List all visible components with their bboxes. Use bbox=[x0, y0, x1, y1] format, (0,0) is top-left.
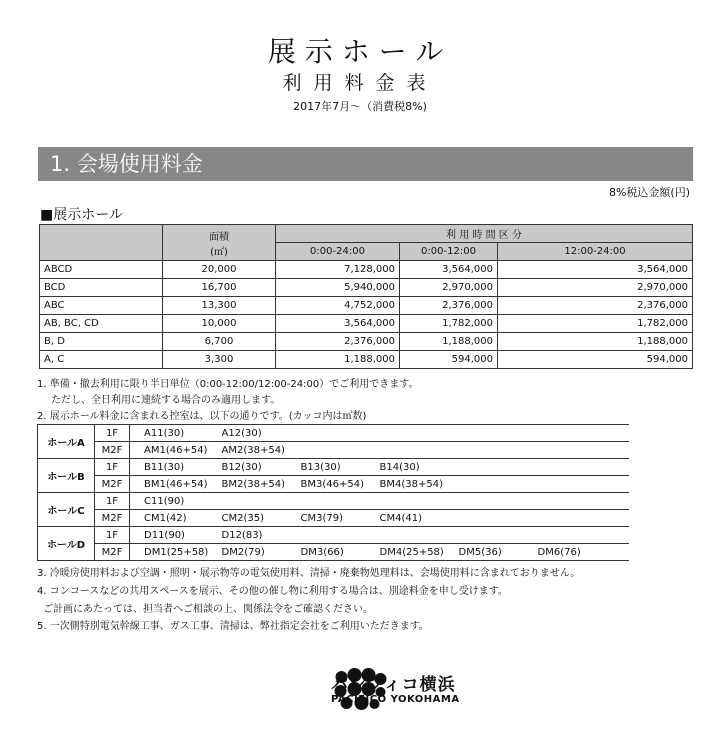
room-cell: DM1(25+58) bbox=[130, 544, 208, 561]
note-2: 2. 展示ホール料金に含まれる控室は、以下の通りです。(カッコ内は㎡数) bbox=[37, 411, 367, 422]
room-floor: 1F bbox=[95, 425, 130, 442]
room-cell bbox=[287, 493, 366, 510]
room-cell bbox=[366, 425, 445, 442]
room-hall-name: ホールB bbox=[38, 459, 95, 493]
room-cell bbox=[524, 459, 629, 476]
note-5: 5. 一次側特別電気幹線工事、ガス工事、清掃は、弊社指定会社をご利用いただきます。 bbox=[37, 621, 429, 632]
room-cell bbox=[445, 527, 524, 544]
fee-header-area bbox=[163, 225, 276, 261]
area-value: 16,700 bbox=[163, 279, 276, 297]
room-floor: 1F bbox=[95, 527, 130, 544]
area-value: 13,300 bbox=[163, 297, 276, 315]
table-row bbox=[38, 510, 629, 527]
note-4b: ご計画にあたっては、担当者へご相談の上、関係法令をご確認ください。 bbox=[43, 604, 373, 615]
room-floor: M2F bbox=[95, 442, 130, 459]
hall-label: ■展示ホール bbox=[40, 207, 123, 223]
table-row bbox=[40, 351, 693, 369]
hall-name: BCD bbox=[40, 279, 163, 297]
room-cell: DM2(79) bbox=[208, 544, 287, 561]
room-cell: BM2(38+54) bbox=[208, 476, 287, 493]
fee-full-day: 3,564,000 bbox=[276, 315, 400, 333]
room-cell bbox=[524, 476, 629, 493]
table-row bbox=[38, 425, 629, 442]
area-value: 6,700 bbox=[163, 333, 276, 351]
logo-name: パシフィコ横浜 bbox=[331, 675, 456, 695]
table-row bbox=[38, 459, 629, 476]
room-cell: BM3(46+54) bbox=[287, 476, 366, 493]
fee-morning: 1,782,000 bbox=[400, 315, 498, 333]
room-cell bbox=[445, 459, 524, 476]
room-cell bbox=[524, 425, 629, 442]
table-row bbox=[38, 476, 629, 493]
room-cell bbox=[366, 493, 445, 510]
fee-header-full-day: 0:00-24:00 bbox=[276, 243, 400, 261]
table-row bbox=[38, 442, 629, 459]
room-cell: CM1(42) bbox=[130, 510, 208, 527]
room-floor: M2F bbox=[95, 510, 130, 527]
room-cell: BM1(46+54) bbox=[130, 476, 208, 493]
area-value: 10,000 bbox=[163, 315, 276, 333]
room-cell: DM4(25+58) bbox=[366, 544, 445, 561]
hall-name: A, C bbox=[40, 351, 163, 369]
fee-full-day: 7,128,000 bbox=[276, 261, 400, 279]
room-hall-name: ホールD bbox=[38, 527, 95, 561]
note-4a: 4. コンコースなどの共用スペースを展示、その他の催し物に利用する場合は、別途料金を申し受けます。 bbox=[37, 586, 508, 597]
room-floor: M2F bbox=[95, 544, 130, 561]
room-cell bbox=[366, 527, 445, 544]
room-cell: DM6(76) bbox=[524, 544, 629, 561]
fee-morning: 1,188,000 bbox=[400, 333, 498, 351]
room-cell bbox=[208, 493, 287, 510]
fee-afternoon: 3,564,000 bbox=[498, 261, 693, 279]
room-cell bbox=[445, 425, 524, 442]
hall-name: B, D bbox=[40, 333, 163, 351]
fee-morning: 3,564,000 bbox=[400, 261, 498, 279]
room-cell bbox=[287, 527, 366, 544]
room-cell: CM2(35) bbox=[208, 510, 287, 527]
room-cell bbox=[287, 442, 366, 459]
fee-header-blank bbox=[40, 225, 163, 261]
room-cell: CM3(79) bbox=[287, 510, 366, 527]
room-cell bbox=[445, 476, 524, 493]
room-cell bbox=[524, 493, 629, 510]
room-cell bbox=[524, 442, 629, 459]
fee-header-morning: 0:00-12:00 bbox=[400, 243, 498, 261]
room-cell bbox=[445, 510, 524, 527]
tax-note: 8%税込金額(円) bbox=[608, 186, 690, 199]
fee-full-day: 1,188,000 bbox=[276, 351, 400, 369]
room-cell: CM4(41) bbox=[366, 510, 445, 527]
room-cell: A11(30) bbox=[130, 425, 208, 442]
fee-morning: 2,970,000 bbox=[400, 279, 498, 297]
hall-name: ABCD bbox=[40, 261, 163, 279]
note-1b: ただし、全日利用に連続する場合のみ適用します。 bbox=[51, 395, 281, 406]
page-title: 展示ホール bbox=[267, 35, 453, 68]
fee-afternoon: 2,970,000 bbox=[498, 279, 693, 297]
room-cell bbox=[445, 493, 524, 510]
room-cell bbox=[524, 527, 629, 544]
room-cell: D11(90) bbox=[130, 527, 208, 544]
room-cell: B12(30) bbox=[208, 459, 287, 476]
note-3: 3. 冷暖房使用料および空調・照明・展示物等の電気使用料、清掃・廃棄物処理料は、会場使用料に含まれておりません。 bbox=[37, 568, 581, 579]
table-row bbox=[38, 493, 629, 510]
room-cell: DM3(66) bbox=[287, 544, 366, 561]
fee-morning: 2,376,000 bbox=[400, 297, 498, 315]
fee-table bbox=[39, 224, 693, 369]
fee-afternoon: 2,376,000 bbox=[498, 297, 693, 315]
room-cell: BM4(38+54) bbox=[366, 476, 445, 493]
logo-subname: PACIFICO YOKOHAMA bbox=[331, 694, 460, 705]
table-row bbox=[38, 527, 629, 544]
room-hall-name: ホールC bbox=[38, 493, 95, 527]
room-cell: DM5(36) bbox=[445, 544, 524, 561]
fee-afternoon: 1,188,000 bbox=[498, 333, 693, 351]
room-cell: AM2(38+54) bbox=[208, 442, 287, 459]
table-row bbox=[38, 544, 629, 561]
table-row bbox=[40, 261, 693, 279]
fee-full-day: 4,752,000 bbox=[276, 297, 400, 315]
room-cell bbox=[366, 442, 445, 459]
fee-morning: 594,000 bbox=[400, 351, 498, 369]
table-row bbox=[40, 333, 693, 351]
effective-period: 2017年7月～（消費税8%) bbox=[293, 100, 427, 113]
room-cell: B13(30) bbox=[287, 459, 366, 476]
room-cell: B14(30) bbox=[366, 459, 445, 476]
hall-name: AB, BC, CD bbox=[40, 315, 163, 333]
area-value: 3,300 bbox=[163, 351, 276, 369]
room-cell: C11(90) bbox=[130, 493, 208, 510]
area-label: 面積 bbox=[209, 231, 229, 243]
table-row bbox=[40, 297, 693, 315]
fee-full-day: 5,940,000 bbox=[276, 279, 400, 297]
room-cell: B11(30) bbox=[130, 459, 208, 476]
table-row bbox=[40, 315, 693, 333]
room-floor: 1F bbox=[95, 459, 130, 476]
fee-header-time-group: 利 用 時 間 区 分 bbox=[276, 225, 693, 243]
room-cell: A12(30) bbox=[208, 425, 287, 442]
fee-header-afternoon: 12:00-24:00 bbox=[498, 243, 693, 261]
fee-afternoon: 594,000 bbox=[498, 351, 693, 369]
room-cell bbox=[524, 510, 629, 527]
area-value: 20,000 bbox=[163, 261, 276, 279]
room-cell bbox=[287, 425, 366, 442]
room-cell: AM1(46+54) bbox=[130, 442, 208, 459]
rooms-table bbox=[37, 424, 629, 561]
section-header: 1. 会場使用料金 bbox=[38, 147, 693, 181]
hall-name: ABC bbox=[40, 297, 163, 315]
room-hall-name: ホールA bbox=[38, 425, 95, 459]
room-floor: M2F bbox=[95, 476, 130, 493]
fee-full-day: 2,376,000 bbox=[276, 333, 400, 351]
room-floor: 1F bbox=[95, 493, 130, 510]
note-1a: 1. 準備・撤去利用に限り半日単位（0:00-12:00/12:00-24:00）でご利用できます。 bbox=[37, 379, 419, 390]
area-unit: (㎡) bbox=[210, 246, 228, 258]
room-cell: D12(83) bbox=[208, 527, 287, 544]
room-cell bbox=[445, 442, 524, 459]
table-row bbox=[40, 279, 693, 297]
page-subtitle: 利用料金表 bbox=[282, 72, 438, 94]
fee-afternoon: 1,782,000 bbox=[498, 315, 693, 333]
